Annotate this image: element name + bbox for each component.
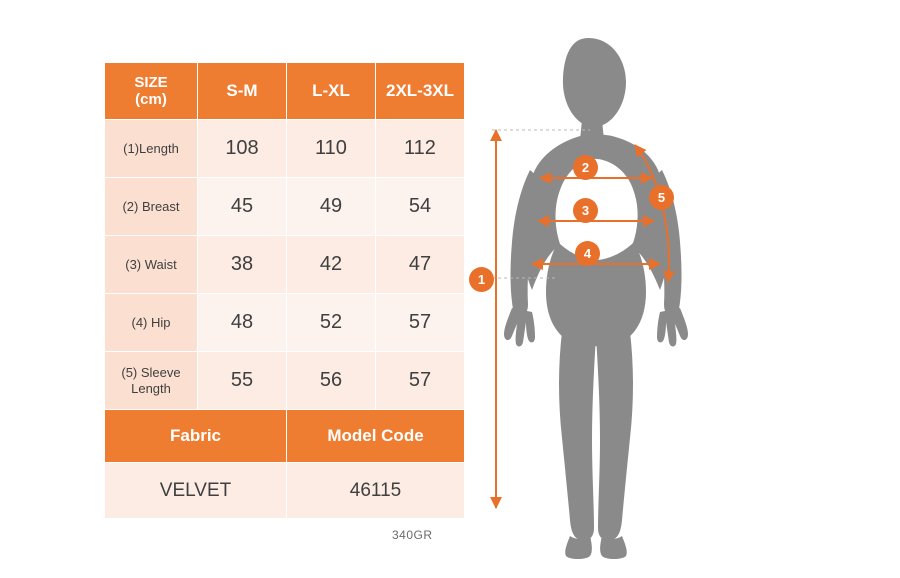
header-fabric: Fabric — [105, 410, 287, 463]
cell-sleeve-lxl: 56 — [287, 352, 376, 410]
body-silhouette-icon — [504, 38, 688, 559]
cell-sleeve-2xl3xl: 57 — [376, 352, 465, 410]
row-label-hip: (4) Hip — [105, 294, 198, 352]
row-label-sleeve-line2: Length — [131, 380, 171, 396]
table-row — [105, 236, 465, 294]
header-size-sm: S-M — [198, 63, 287, 120]
row-label-sleeve-length — [105, 352, 198, 410]
cell-hip-lxl: 52 — [287, 294, 376, 352]
measurement-figure-panel — [470, 20, 890, 560]
header-size-cm — [105, 63, 198, 120]
table-row — [105, 352, 465, 410]
measure-badge-5: 5 — [650, 186, 673, 209]
measure-badge-1: 1 — [470, 268, 493, 291]
cell-hip-2xl3xl: 57 — [376, 294, 465, 352]
row-label-length: (1)Length — [105, 120, 198, 178]
cell-breast-sm: 45 — [198, 178, 287, 236]
header-size-lxl: L-XL — [287, 63, 376, 120]
value-fabric: VELVET — [105, 463, 287, 519]
header-size-line1: SIZE — [134, 73, 168, 91]
row-label-waist: (3) Waist — [105, 236, 198, 294]
measure-badge-2: 2 — [574, 156, 597, 179]
cell-waist-lxl: 42 — [287, 236, 376, 294]
cell-waist-sm: 38 — [198, 236, 287, 294]
table-row — [105, 178, 465, 236]
cell-waist-2xl3xl: 47 — [376, 236, 465, 294]
size-chart-table — [104, 62, 465, 519]
header-model-code: Model Code — [287, 410, 465, 463]
table-header-row — [105, 63, 465, 120]
cell-hip-sm: 48 — [198, 294, 287, 352]
cell-length-2xl3xl: 112 — [376, 120, 465, 178]
cell-length-sm: 108 — [198, 120, 287, 178]
measure-badge-3: 3 — [574, 199, 597, 222]
measure-badge-4: 4 — [576, 242, 599, 265]
cell-sleeve-sm: 55 — [198, 352, 287, 410]
table-footer-header-row — [105, 410, 465, 463]
row-label-breast: (2) Breast — [105, 178, 198, 236]
table-row — [105, 294, 465, 352]
row-label-sleeve-line1: (5) Sleeve — [121, 364, 181, 380]
table-row — [105, 120, 465, 178]
fabric-weight-caption: 340GR — [392, 528, 433, 542]
value-model-code: 46115 — [287, 463, 465, 519]
cell-length-lxl: 110 — [287, 120, 376, 178]
header-size-2xl3xl: 2XL-3XL — [376, 63, 465, 120]
table-footer-value-row — [105, 463, 465, 519]
female-mannequin-diagram — [470, 20, 890, 560]
header-size-line2: (cm) — [135, 91, 167, 108]
cell-breast-lxl: 49 — [287, 178, 376, 236]
cell-breast-2xl3xl: 54 — [376, 178, 465, 236]
